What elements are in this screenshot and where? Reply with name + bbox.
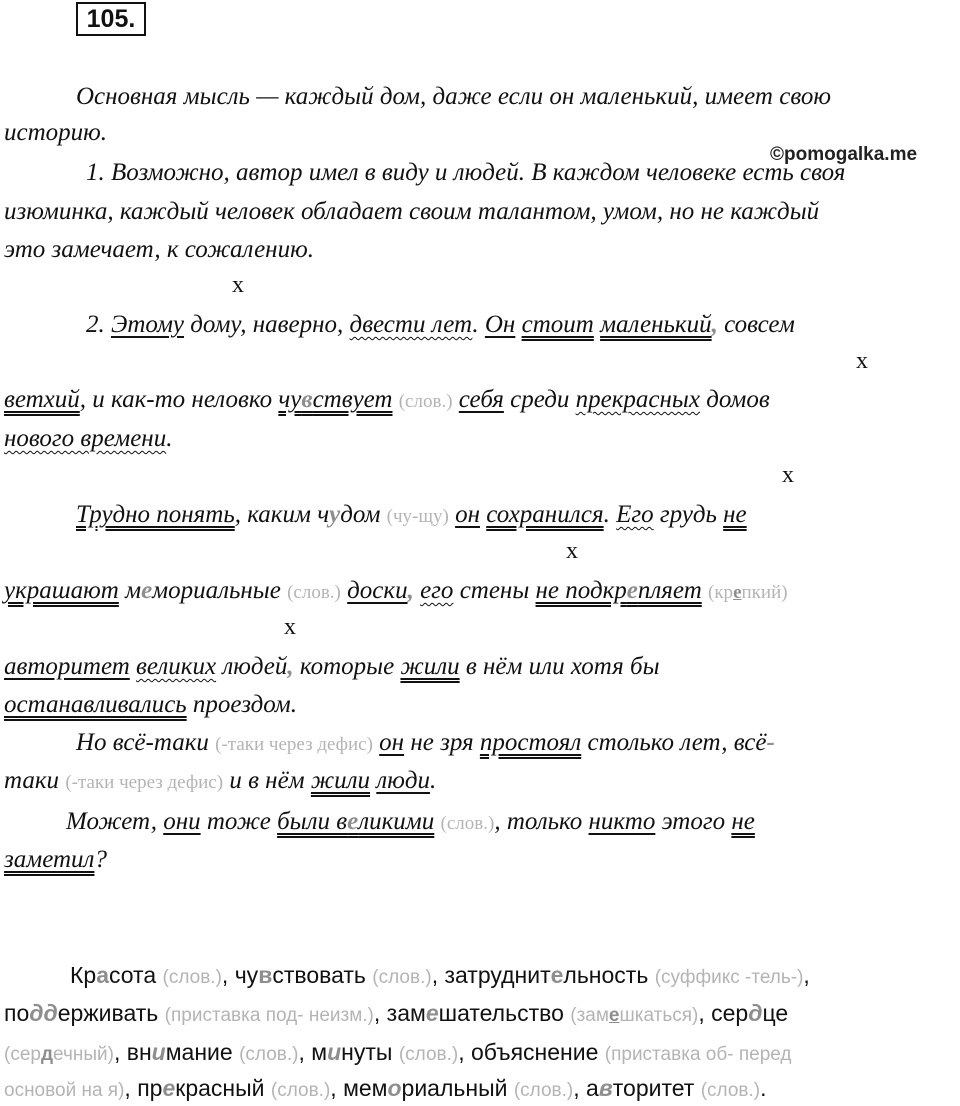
word: внимание — [126, 1039, 233, 1065]
hint: (слов.) — [239, 1044, 299, 1065]
hint: (-таки через дефис) — [215, 734, 373, 755]
hint: (приставка об- перед — [604, 1044, 792, 1065]
text: не зря — [410, 729, 474, 756]
text: людей — [222, 653, 288, 680]
hint: основой на я) — [4, 1080, 125, 1101]
hint: (слов.) — [398, 1044, 459, 1065]
word: стоит — [521, 311, 594, 338]
word: жили — [310, 767, 371, 794]
word: себя — [458, 386, 504, 413]
main-idea-line-1: Основная мысль — каждый дом, даже если он маленький, имеет свою — [76, 83, 831, 110]
text: дому, наверно, — [190, 311, 344, 338]
text: , каким ч — [234, 501, 330, 528]
word: он — [455, 501, 480, 528]
word: заметил — [4, 846, 95, 873]
watermark: ©pomogalka.me — [770, 144, 918, 165]
cross-mark: x — [566, 538, 578, 564]
point-1-line-1: 1. Возможно, автор имел в виду и людей. В каждом человеке есть своя — [86, 159, 846, 186]
sentence-line — [66, 807, 755, 839]
hint: (приставка под- неизм.) — [164, 1005, 374, 1026]
word-list-line: поддерживать (приставка под- неизм.), замешательство (замешкаться), сердце — [4, 1000, 789, 1026]
text: таки — [4, 767, 60, 794]
text: стены — [459, 577, 530, 604]
hint: (суффикс -тель-) — [654, 967, 804, 988]
sentence-line: авторитет великих людей, которые жили в нём или хотя бы — [4, 653, 660, 680]
word-list-line: (сердечный), внимание (слов.), минуты (слов.), объяснение (приставка об- перед — [4, 1039, 792, 1065]
word: прекрасных — [575, 386, 700, 413]
text: этого — [661, 808, 726, 835]
word: сохранился — [486, 501, 604, 528]
point-1-line-2: изюминка, каждый человек обладает своим талантом, умом, но не каждый — [4, 198, 820, 225]
text: совсем — [724, 311, 795, 338]
text: и в нём — [229, 767, 305, 794]
word: не — [731, 808, 755, 835]
hint: (слов.) — [513, 1080, 574, 1101]
word: они — [163, 808, 201, 835]
word-list-line: основой на я), прекрасный (слов.), мемориальный (слов.), авторитет (слов.). — [4, 1075, 767, 1101]
hint: (слов.) — [372, 967, 432, 988]
sentence-line: Трудно понять, каким чудом (чу-щу) он сохранился. Его грудь не — [76, 501, 747, 528]
word: авторитет — [586, 1075, 695, 1101]
word: Он — [484, 311, 516, 338]
hint: (слов.) — [270, 1080, 331, 1101]
text: которые — [299, 653, 395, 680]
point-1-line-3: это замечает, к сожалению. — [4, 236, 314, 263]
text: Но всё-таки — [76, 729, 209, 756]
sentence-line: заметил? — [4, 846, 107, 873]
hint: (крепкий) — [708, 582, 788, 603]
hint: (сердечный) — [4, 1044, 114, 1065]
exercise-number: 105. — [76, 2, 146, 36]
word: Его — [616, 501, 654, 528]
word: не подкрепляет — [535, 577, 702, 604]
word: он — [379, 729, 405, 756]
word: останавливались — [4, 691, 187, 718]
text: столько лет, всё — [587, 729, 767, 756]
text: Может, — [66, 808, 157, 835]
word: Этому — [111, 311, 185, 338]
word-list-line: Красота (слов.), чувствовать (слов.), затруднительность (суффикс -тель-), — [70, 962, 810, 988]
word: ветхий — [4, 386, 80, 413]
sentence-line: таки (-таки через дефис) и в нём жили люди. — [4, 767, 437, 794]
word: затруднительность — [444, 962, 649, 988]
sentence-line: Но всё-таки (-таки через дефис) он не зря простоял столько лет, всё- — [76, 729, 775, 756]
hint: (чу-щу) — [386, 506, 449, 527]
cross-mark: x — [782, 462, 794, 488]
word: Красота — [70, 962, 157, 988]
hint: (слов.) — [700, 1080, 761, 1101]
sentence-line — [4, 385, 770, 417]
word: никто — [588, 808, 656, 835]
hint: (замешкаться) — [570, 1005, 699, 1026]
text: проездом. — [192, 691, 298, 718]
cross-mark: x — [284, 614, 296, 640]
word: украшают — [4, 577, 119, 604]
word: его — [420, 577, 454, 604]
word: авторитет — [4, 653, 130, 680]
paragraph-number: 2. — [86, 311, 105, 338]
text: , и как-то неловко — [79, 386, 273, 413]
word: поддерживать — [4, 1000, 159, 1026]
sentence-line: украшают мемориальные (слов.) доски, его стены не подкрепляет (крепкий) — [4, 577, 788, 604]
text: в нём или хотя бы — [465, 653, 660, 680]
text: грудь — [659, 501, 717, 528]
word: маленький — [600, 311, 712, 338]
cross-mark: x — [232, 272, 244, 298]
hint: (слов.) — [162, 967, 222, 988]
sentence-line: нового времени. — [4, 425, 173, 452]
text: , только — [494, 808, 583, 835]
word: объяснение — [471, 1039, 599, 1065]
word: Трудно понять — [76, 501, 235, 528]
text: тоже — [206, 808, 271, 835]
hint: (-таки через дефис) — [65, 772, 224, 793]
word: нового времени — [4, 425, 167, 452]
word: доски — [347, 577, 408, 604]
word: были великими — [277, 808, 435, 835]
text: среди — [510, 386, 570, 413]
word: минуты — [311, 1039, 393, 1065]
word: двести лет — [349, 311, 473, 338]
word: жили — [400, 653, 460, 680]
word: мемориальный — [343, 1075, 508, 1101]
word: простоял — [479, 729, 582, 756]
word: великих — [136, 653, 217, 680]
sentence-line — [4, 690, 297, 720]
sentence-line: 2. Этому дому, наверно, двести лет. Он стоит маленький, совсем — [86, 311, 795, 338]
hint: (слов.) — [398, 391, 453, 412]
cross-mark: x — [856, 348, 868, 374]
hint: (слов.) — [287, 582, 341, 603]
word: не — [723, 501, 747, 528]
hint: (слов.) — [440, 813, 495, 834]
word: чувствовать — [234, 962, 366, 988]
text: домов — [706, 386, 770, 413]
word: замешательство — [386, 1000, 564, 1026]
word: сердце — [711, 1000, 789, 1026]
word: люди — [376, 767, 430, 794]
word: прекрасный — [137, 1075, 265, 1101]
word: чувствует — [278, 386, 393, 413]
main-idea-line-2: историю. — [4, 119, 108, 146]
